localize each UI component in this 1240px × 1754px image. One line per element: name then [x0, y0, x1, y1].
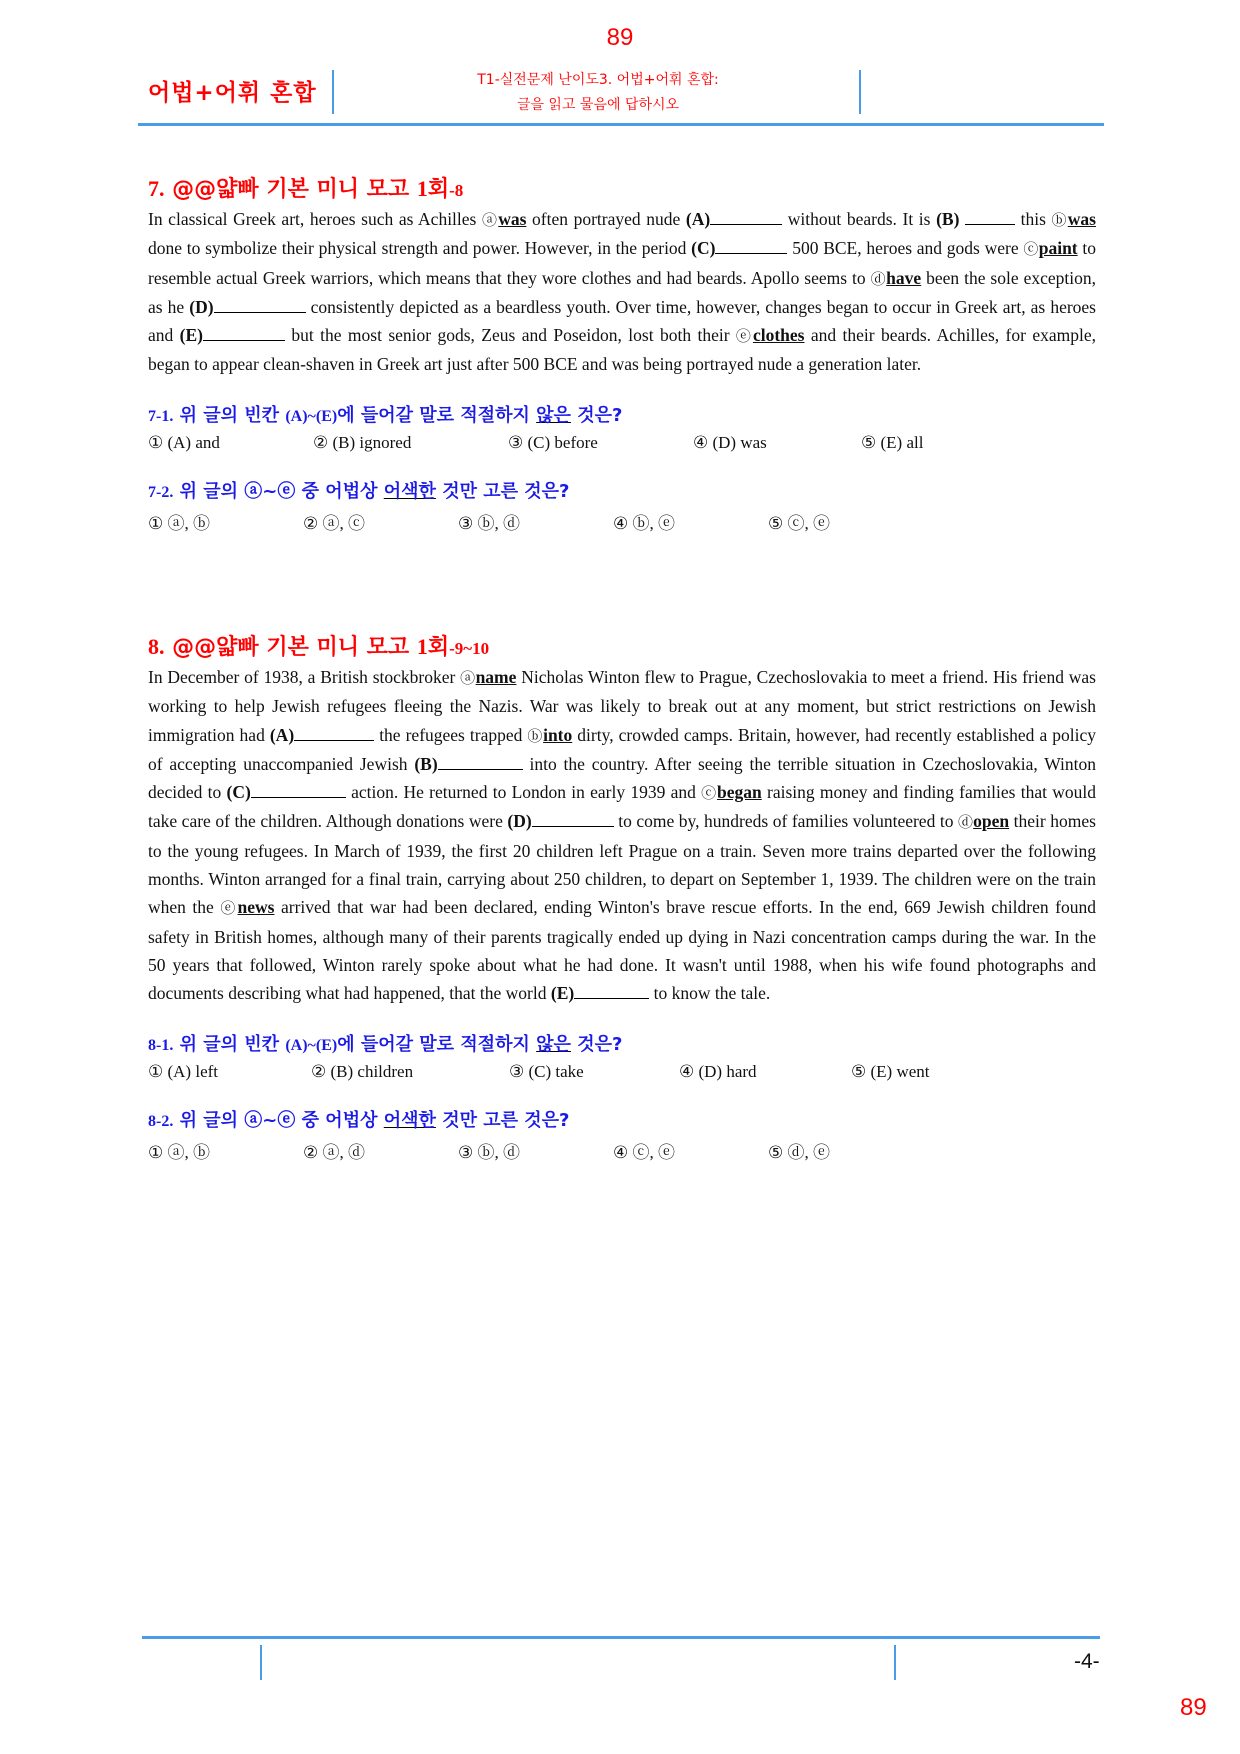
- choices-7-1: [148, 433, 1096, 453]
- footer-page-number: -4-: [1074, 1650, 1100, 1673]
- marker-d: ⓓ: [958, 813, 974, 832]
- footer-rule: [142, 1636, 1100, 1639]
- choice-2[interactable]: ② (B) children: [311, 1061, 414, 1081]
- blank-label-E: (E): [179, 325, 203, 346]
- choice-5[interactable]: ⑤ ⓓ, ⓔ: [768, 1142, 830, 1162]
- blank-label-A: (A): [269, 724, 295, 745]
- emphasis-not: 않은: [536, 1033, 571, 1055]
- marker-a: ⓐ: [481, 211, 499, 229]
- marker-e: ⓔ: [735, 327, 753, 346]
- choice-4[interactable]: ④ (D) hard: [679, 1061, 757, 1081]
- choice-1[interactable]: ① (A) and: [148, 432, 220, 452]
- blank-A: [710, 210, 782, 225]
- header-subtitle-line1: T1-실전문제 난이도3. 어법+어휘 혼합:: [477, 72, 719, 88]
- marked-word-b: was: [1067, 209, 1096, 229]
- blank-E: [574, 984, 649, 999]
- question-7: [148, 172, 1096, 534]
- marker-b: ⓑ: [527, 726, 544, 745]
- choice-4[interactable]: ④ (D) was: [693, 432, 767, 452]
- choice-5[interactable]: ⑤ ⓒ, ⓔ: [768, 513, 830, 533]
- passage: In December of 1938, a British stockbroker ⓐname Nicholas Winton flew to Prague, Czechoslovakia to meet a friend. His friend was working to help Jewish refugees fleeing the Nazis. War was likely to break out at any moment, but strict restrictions on Jewish immigration had (A) the refugees trapped ⓑinto dirty, crowded camps. Britain, however, had recently established a policy of accepting unaccompanied Jewish (B) into the country. After seeing the terrible situation in Czechoslovakia, Winton decided to (C) action. He returned to London in early 1939 and ⓒbegan raising money and finding families that would take care of the children. Although donations were (D) to come by, hundreds of families volunteered to ⓓopen their homes to the young refugees. In March of 1939, the first 20 children left Prague on a train. Seven more trains departed over the following months. Winton arranged for a final train, carrying about 250 children, to depart on September 1, 1939. The children were on the train when the ⓔnews arrived that war had been declared, ending Winton's brave rescue efforts. In the end, 669 Jewish children found safety in British homes, although many of their parents tragically ended up dying in Nazi concentration camps during the war. In the 50 years that followed, Winton rarely spoke about what he had done. It wasn't until 1988, when his wife found photographs and documents describing what had happened, that the world (E) to know the tale.: [148, 667, 1096, 1004]
- section-title: 어법+어휘 혼합: [148, 80, 317, 106]
- marker-c: ⓒ: [1023, 240, 1039, 259]
- blank-B: [438, 755, 523, 770]
- choice-3[interactable]: ③ ⓑ, ⓓ: [458, 513, 520, 533]
- marked-word-c: paint: [1038, 238, 1078, 259]
- marked-word-e: news: [237, 897, 275, 918]
- header-subtitle: [338, 68, 858, 118]
- marker-c: ⓒ: [701, 784, 718, 803]
- subquestion-7-2: 7-2. 위 글의 ⓐ~ⓔ 중 어법상 어색한 것만 고른 것은?: [148, 480, 570, 502]
- blank-D: [214, 298, 306, 313]
- emphasis-not: 않은: [536, 404, 571, 426]
- header-subtitle-line2: 글을 읽고 물음에 답하시오: [516, 97, 680, 113]
- marked-word-e: clothes: [752, 325, 805, 346]
- blank-label-A: (A): [685, 209, 711, 229]
- header-rule: [138, 123, 1104, 126]
- choice-3[interactable]: ③ (C) take: [509, 1061, 584, 1081]
- choice-4[interactable]: ④ ⓒ, ⓔ: [613, 1142, 675, 1162]
- question-title: 7. @@얇빠 기본 미니 모고 1회-8: [148, 176, 464, 202]
- choices-7-2: [148, 509, 1096, 534]
- marked-word-a: was: [498, 209, 527, 229]
- blank-label-B: (B): [936, 209, 960, 229]
- top-page-number: 89: [606, 24, 634, 51]
- choice-1[interactable]: ① ⓐ, ⓑ: [148, 1142, 210, 1162]
- marked-word-a: name: [475, 667, 517, 687]
- blank-label-C: (C): [226, 782, 251, 803]
- blank-C: [715, 239, 787, 254]
- blank-B: [965, 210, 1015, 225]
- choice-5[interactable]: ⑤ (E) went: [851, 1061, 930, 1081]
- choice-1[interactable]: ① (A) left: [148, 1061, 218, 1081]
- blank-label-E: (E): [550, 983, 575, 1004]
- blank-E: [203, 326, 285, 341]
- footer-divider-left: [260, 1645, 262, 1680]
- marked-word-d: have: [886, 267, 922, 288]
- blank-label-B: (B): [414, 753, 438, 774]
- choice-1[interactable]: ① ⓐ, ⓑ: [148, 513, 210, 533]
- choice-2[interactable]: ② (B) ignored: [313, 432, 412, 452]
- marked-word-c: began: [717, 782, 762, 803]
- subquestion-8-1: 8-1. 위 글의 빈칸 (A)~(E)에 들어갈 말로 적절하지 않은 것은?: [148, 1033, 623, 1055]
- blank-label-D: (D): [507, 811, 532, 832]
- footer-divider-right: [894, 1645, 896, 1680]
- blank-A: [294, 726, 374, 741]
- blank-label-C: (C): [691, 238, 716, 259]
- marker-e: ⓔ: [220, 899, 238, 918]
- header-divider-right: [859, 70, 861, 114]
- header-divider-left: [332, 70, 334, 114]
- subquestion-8-2: 8-2. 위 글의 ⓐ~ⓔ 중 어법상 어색한 것만 고른 것은?: [148, 1109, 570, 1131]
- choice-3[interactable]: ③ ⓑ, ⓓ: [458, 1142, 520, 1162]
- marked-word-b: into: [543, 724, 573, 745]
- choice-2[interactable]: ② ⓐ, ⓓ: [303, 1142, 365, 1162]
- choice-5[interactable]: ⑤ (E) all: [861, 432, 924, 452]
- choice-2[interactable]: ② ⓐ, ⓒ: [303, 513, 365, 533]
- subquestion-7-1: 7-1. 위 글의 빈칸 (A)~(E)에 들어갈 말로 적절하지 않은 것은?: [148, 404, 623, 426]
- choices-8-2: [148, 1138, 1096, 1163]
- question-8: [148, 630, 1096, 1163]
- choice-4[interactable]: ④ ⓑ, ⓔ: [613, 513, 675, 533]
- page-header: [138, 68, 1100, 118]
- passage: In classical Greek art, heroes such as Achilles ⓐwas often portrayed nude (A) without beards. It is (B) this ⓑwas done to symbolize their physical strength and power. However, in the period (C) 500 BCE, heroes and gods were ⓒpaint to resemble actual Greek warriors, which means that they wore clothes and had beards. Apollo seems to ⓓhave been the sole exception, as he (D) consistently depicted as a beardless youth. Over time, however, changes began to occur in Greek art, as heroes and (E) but the most senior gods, Zeus and Poseidon, lost both their ⓔclothes and their beards. Achilles, for example, began to appear clean-shaven in Greek art just after 500 BCE and was being portrayed nude a generation later.: [148, 209, 1096, 375]
- marker-d: ⓓ: [870, 269, 887, 288]
- blank-C: [251, 783, 346, 798]
- emphasis-awkward: 어색한: [383, 1109, 436, 1131]
- marked-word-d: open: [973, 811, 1010, 832]
- emphasis-awkward: 어색한: [383, 480, 436, 502]
- blank-label-D: (D): [189, 296, 214, 317]
- question-title: 8. @@얇빠 기본 미니 모고 1회-9~10: [148, 634, 490, 660]
- choice-3[interactable]: ③ (C) before: [508, 432, 598, 452]
- marker-a: ⓐ: [460, 669, 476, 687]
- blank-D: [532, 812, 614, 827]
- corner-page-number: 89: [1180, 1694, 1207, 1721]
- choices-8-1: [148, 1062, 1096, 1082]
- marker-b: ⓑ: [1051, 211, 1068, 229]
